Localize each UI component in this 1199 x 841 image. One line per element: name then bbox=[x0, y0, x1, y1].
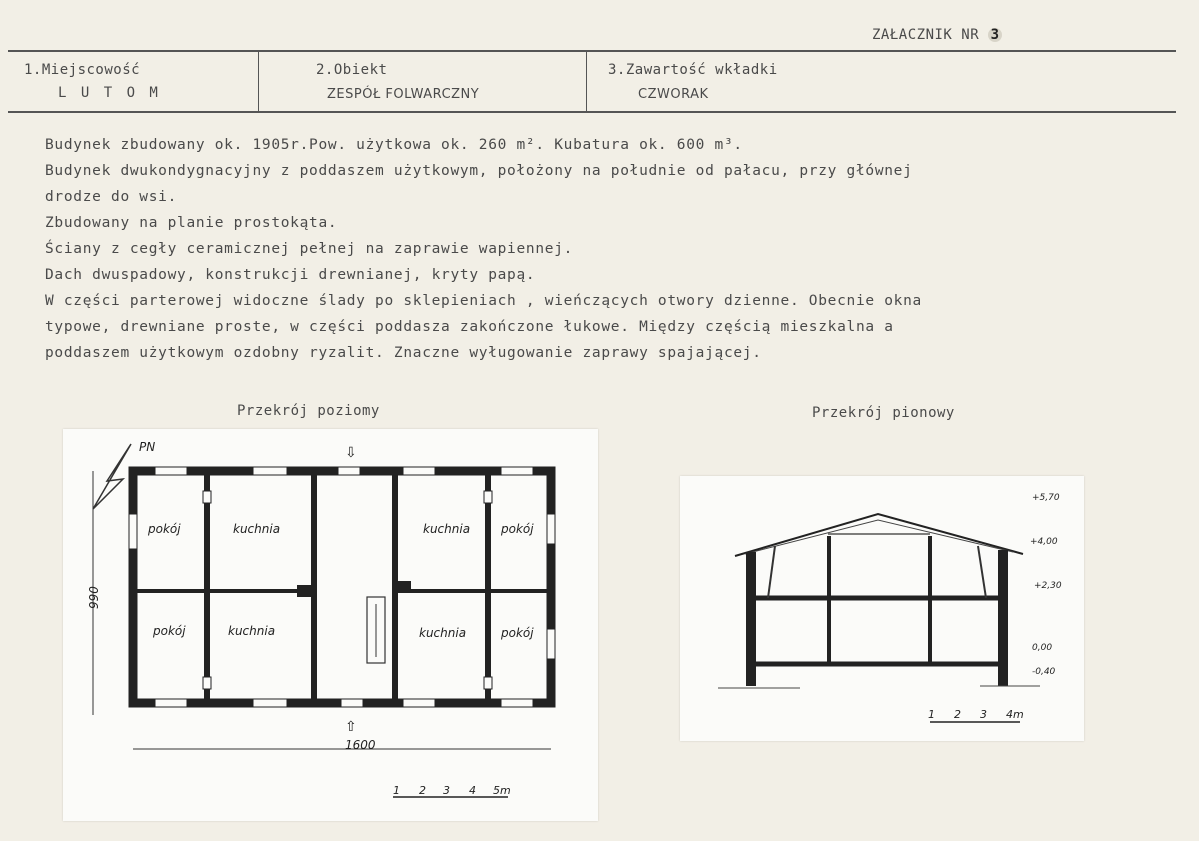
header-top-rule bbox=[8, 50, 1176, 52]
description-line: Dach dwuspadowy, konstrukcji drewnianej, kryty papą. bbox=[45, 267, 536, 283]
level-label: +2,30 bbox=[1034, 581, 1062, 591]
floor-plan-photo bbox=[63, 429, 598, 821]
section-scale-tick: 4m bbox=[1006, 708, 1024, 721]
room-label: kuchnia bbox=[419, 626, 467, 640]
level-label: 0,00 bbox=[1032, 643, 1053, 653]
plan-scale-tick: 2 bbox=[419, 784, 426, 797]
annex-number: 3 bbox=[988, 28, 1002, 42]
description-line: drodze do wsi. bbox=[45, 189, 178, 205]
room-label: kuchnia bbox=[423, 522, 471, 536]
object-label: 2.Obiekt bbox=[316, 62, 388, 78]
room-label: pokój bbox=[153, 624, 186, 638]
header-divider-1 bbox=[258, 51, 259, 113]
description bbox=[45, 132, 1145, 366]
plan-scale-tick: 5m bbox=[493, 784, 511, 797]
windows bbox=[129, 467, 555, 707]
right-wall bbox=[998, 550, 1008, 686]
section-scale-tick: 3 bbox=[980, 708, 987, 721]
north-label: PN bbox=[139, 440, 156, 454]
annex-label bbox=[872, 27, 1002, 43]
description-line: Budynek zbudowany ok. 1905r.Pow. użytkowa ok. 260 m². Kubatura ok. 600 m³. bbox=[45, 137, 743, 153]
content-value: CZWORAK bbox=[638, 87, 709, 102]
header-divider-2 bbox=[586, 51, 587, 113]
room-label: pokój bbox=[501, 522, 534, 536]
plan-scale-tick: 3 bbox=[443, 784, 450, 797]
section-photo bbox=[680, 476, 1084, 741]
section-scale-tick: 2 bbox=[954, 708, 961, 721]
annex-label-text: ZAŁACZNIK NR bbox=[872, 27, 980, 43]
depth-dimension: 990 bbox=[87, 586, 101, 609]
interior-walls bbox=[137, 474, 547, 699]
level-label: +5,70 bbox=[1032, 493, 1060, 503]
room-label: pokój bbox=[501, 626, 534, 640]
plan-scale-tick: 1 bbox=[393, 784, 400, 797]
content-label: 3.Zawartość wkładki bbox=[608, 62, 778, 78]
locality-value: L U T O M bbox=[58, 85, 161, 101]
floor-plan-drawing bbox=[63, 429, 598, 821]
description-line: Zbudowany na planie prostokąta. bbox=[45, 215, 338, 231]
plan-title: Przekrój poziomy bbox=[237, 403, 380, 419]
svg-text:⇩: ⇩ bbox=[345, 445, 357, 461]
section-scale-tick: 1 bbox=[928, 708, 935, 721]
level-label: -0,40 bbox=[1032, 667, 1056, 677]
plan-scale-tick: 4 bbox=[469, 784, 476, 797]
room-label: kuchnia bbox=[233, 522, 281, 536]
description-line: W części parterowej widoczne ślady po sklepieniach , wieńczących otwory dzienne. Obecnie okna bbox=[45, 293, 922, 309]
locality-label: 1.Miejscowość bbox=[24, 62, 141, 78]
header-bottom-rule bbox=[8, 111, 1176, 113]
svg-text:⇧: ⇧ bbox=[345, 719, 357, 735]
level-label: +4,00 bbox=[1030, 537, 1058, 547]
room-label: pokój bbox=[148, 522, 181, 536]
north-arrow-icon bbox=[93, 444, 131, 509]
description-line: Ściany z cegły ceramicznej pełnej na zaprawie wapiennej. bbox=[45, 241, 574, 257]
left-wall bbox=[746, 552, 756, 686]
description-line: typowe, drewniane proste, w części poddasza zakończone łukowe. Między częścią mieszkalna a bbox=[45, 319, 894, 335]
object-value: ZESPÓŁ FOLWARCZNY bbox=[327, 87, 480, 102]
section-drawing bbox=[680, 476, 1084, 741]
room-label: kuchnia bbox=[228, 624, 276, 638]
description-line: poddaszem użytkowym ozdobny ryzalit. Znaczne wyługowanie zaprawy spajającej. bbox=[45, 345, 762, 361]
section-title: Przekrój pionowy bbox=[812, 405, 955, 421]
width-dimension: 1600 bbox=[345, 738, 376, 752]
description-line: Budynek dwukondygnacyjny z poddaszem użytkowym, położony na południe od pałacu, przy głównej bbox=[45, 163, 913, 179]
